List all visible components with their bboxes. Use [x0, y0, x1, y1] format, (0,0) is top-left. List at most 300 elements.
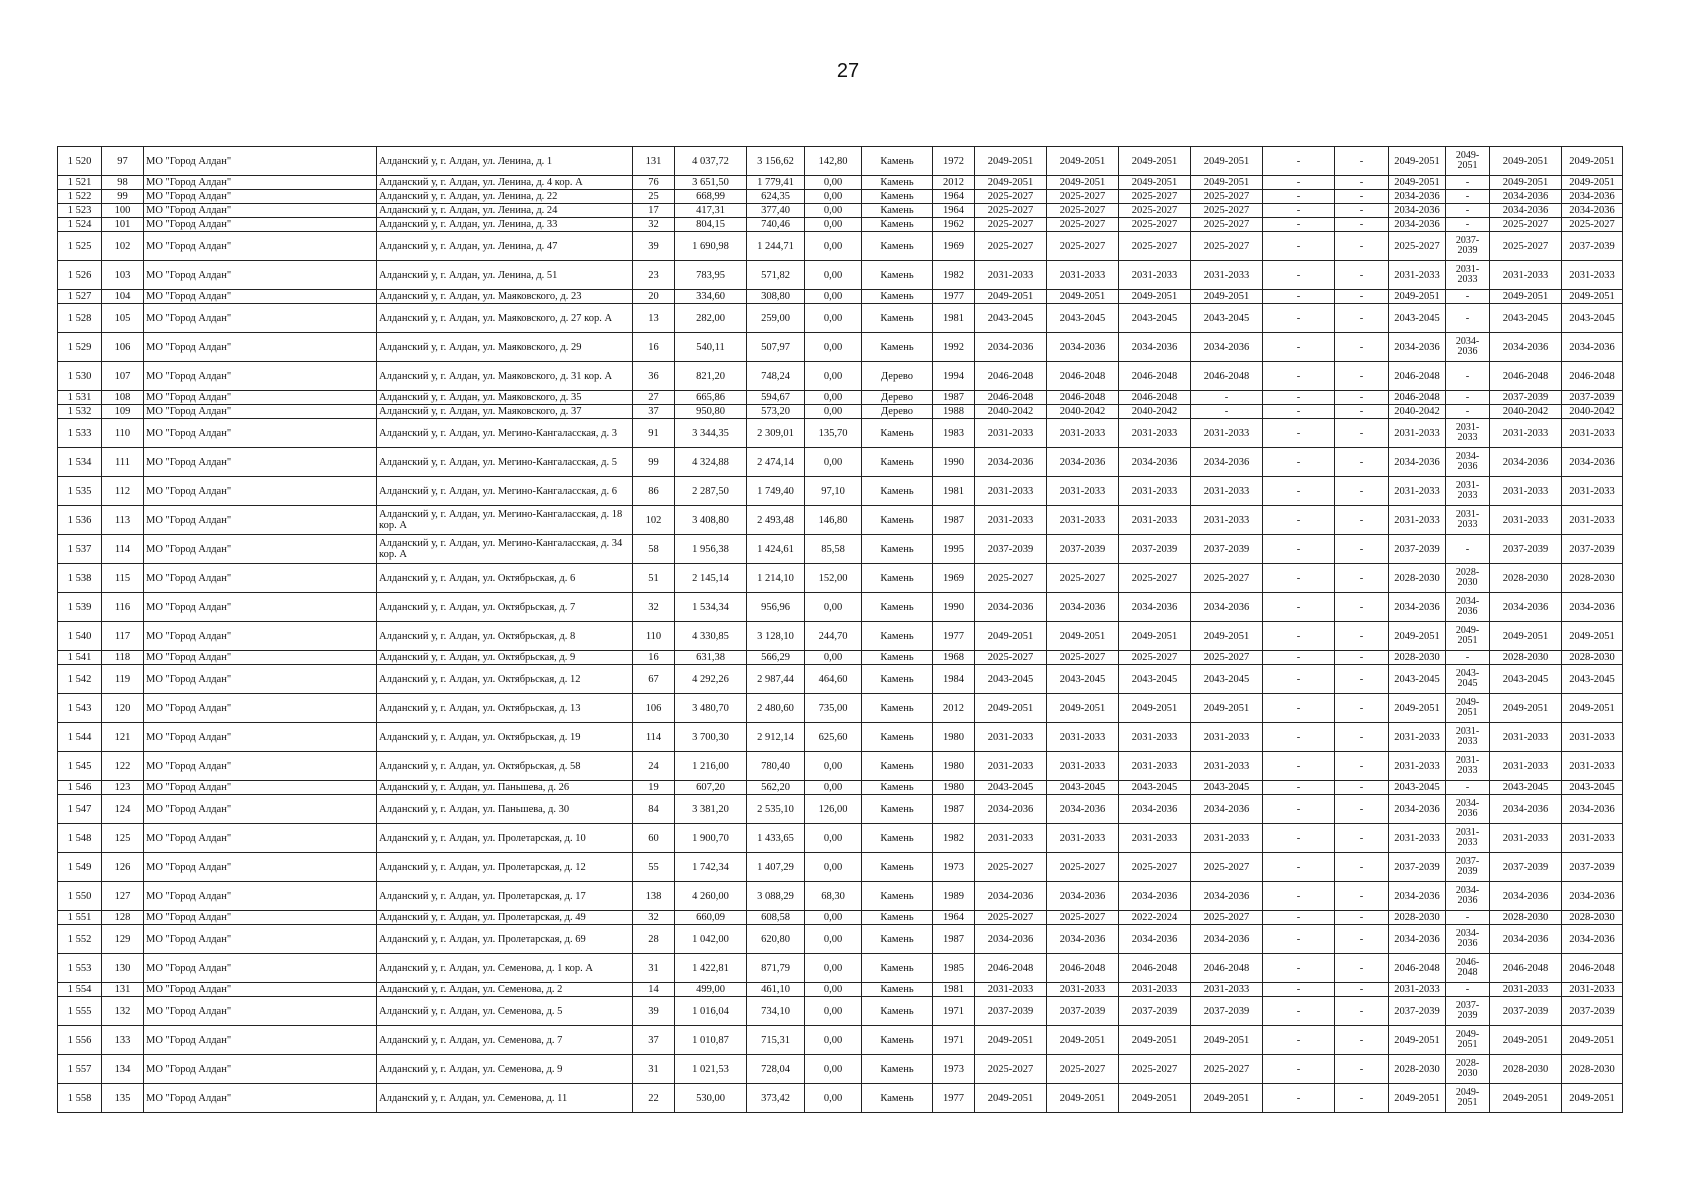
- row-number-cell: 1 531: [58, 391, 102, 405]
- residents-cell: 76: [633, 176, 675, 190]
- period-roof-cell: 2025-2027: [975, 853, 1047, 882]
- item-number-cell: 110: [102, 419, 144, 448]
- period-roof-cell: 2031-2033: [975, 477, 1047, 506]
- residential-area-cell: 1 779,41: [747, 176, 805, 190]
- period-electric-cell: 2037-2039: [1562, 232, 1623, 261]
- residential-area-cell: 3 088,29: [747, 882, 805, 911]
- period-elevator-cell: -: [1263, 752, 1335, 781]
- item-number-cell: 117: [102, 622, 144, 651]
- row-number-cell: 1 528: [58, 304, 102, 333]
- total-area-cell: 1 021,53: [675, 1055, 747, 1084]
- nonresidential-area-cell: 625,60: [805, 723, 862, 752]
- address-cell: Алданский у, г. Алдан, ул. Семенова, д. 11: [377, 1084, 633, 1113]
- wall-material-cell: Камень: [862, 261, 933, 290]
- nonresidential-area-cell: 0,00: [805, 261, 862, 290]
- address-cell: Алданский у, г. Алдан, ул. Октябрьская, д. 8: [377, 622, 633, 651]
- residential-area-cell: 259,00: [747, 304, 805, 333]
- table-row: [58, 204, 1623, 218]
- period-foundation-cell: 2043-2045: [1119, 304, 1191, 333]
- period-roof-cell: 2034-2036: [975, 925, 1047, 954]
- row-number-cell: 1 552: [58, 925, 102, 954]
- period-heating-cell: 2040-2042: [1389, 405, 1446, 419]
- nonresidential-area-cell: 0,00: [805, 853, 862, 882]
- address-cell: Алданский у, г. Алдан, ул. Паньшева, д. 26: [377, 781, 633, 795]
- period-heating-cell: 2043-2045: [1389, 304, 1446, 333]
- period-electric-cell: 2046-2048: [1562, 954, 1623, 983]
- period-electric-cell: 2031-2033: [1562, 723, 1623, 752]
- period-foundation-cell: 2031-2033: [1119, 723, 1191, 752]
- period-foundation-cell: 2034-2036: [1119, 593, 1191, 622]
- wall-material-cell: Дерево: [862, 362, 933, 391]
- period-facade-cell: 2046-2048: [1047, 362, 1119, 391]
- period-engineering-cell: 2049-2051: [1191, 290, 1263, 304]
- row-number-cell: 1 539: [58, 593, 102, 622]
- build-year-cell: 1990: [933, 593, 975, 622]
- period-elevator-cell: -: [1263, 824, 1335, 853]
- nonresidential-area-cell: 0,00: [805, 448, 862, 477]
- period-elevator-cell: -: [1263, 593, 1335, 622]
- address-cell: Алданский у, г. Алдан, ул. Семенова, д. 2: [377, 983, 633, 997]
- item-number-cell: 123: [102, 781, 144, 795]
- period-water-cell: 2034-2036: [1446, 882, 1490, 911]
- period-foundation-cell: 2034-2036: [1119, 882, 1191, 911]
- municipality-cell: МО "Город Алдан": [144, 752, 377, 781]
- period-elevator-cell: -: [1263, 853, 1335, 882]
- period-sewer-cell: 2046-2048: [1490, 362, 1562, 391]
- period-water-cell: -: [1446, 911, 1490, 925]
- item-number-cell: 132: [102, 997, 144, 1026]
- row-number-cell: 1 555: [58, 997, 102, 1026]
- item-number-cell: 131: [102, 983, 144, 997]
- build-year-cell: 1964: [933, 204, 975, 218]
- municipality-cell: МО "Город Алдан": [144, 622, 377, 651]
- residential-area-cell: 573,20: [747, 405, 805, 419]
- period-water-cell: -: [1446, 535, 1490, 564]
- period-water-cell: -: [1446, 204, 1490, 218]
- period-basement-cell: -: [1335, 176, 1389, 190]
- nonresidential-area-cell: 0,00: [805, 752, 862, 781]
- total-area-cell: 530,00: [675, 1084, 747, 1113]
- total-area-cell: 417,31: [675, 204, 747, 218]
- wall-material-cell: Камень: [862, 448, 933, 477]
- table-row: [58, 665, 1623, 694]
- wall-material-cell: Камень: [862, 665, 933, 694]
- table-row: [58, 147, 1623, 176]
- address-cell: Алданский у, г. Алдан, ул. Семенова, д. 9: [377, 1055, 633, 1084]
- total-area-cell: 1 016,04: [675, 997, 747, 1026]
- total-area-cell: 1 690,98: [675, 232, 747, 261]
- period-engineering-cell: 2043-2045: [1191, 665, 1263, 694]
- period-facade-cell: 2034-2036: [1047, 448, 1119, 477]
- period-water-cell: -: [1446, 983, 1490, 997]
- period-heating-cell: 2049-2051: [1389, 176, 1446, 190]
- period-engineering-cell: 2049-2051: [1191, 147, 1263, 176]
- row-number-cell: 1 554: [58, 983, 102, 997]
- residents-cell: 25: [633, 190, 675, 204]
- period-electric-cell: 2043-2045: [1562, 304, 1623, 333]
- period-facade-cell: 2037-2039: [1047, 535, 1119, 564]
- residential-area-cell: 373,42: [747, 1084, 805, 1113]
- period-facade-cell: 2046-2048: [1047, 954, 1119, 983]
- period-basement-cell: -: [1335, 405, 1389, 419]
- period-electric-cell: 2049-2051: [1562, 147, 1623, 176]
- municipality-cell: МО "Город Алдан": [144, 1026, 377, 1055]
- municipality-cell: МО "Город Алдан": [144, 954, 377, 983]
- total-area-cell: 3 344,35: [675, 419, 747, 448]
- period-foundation-cell: 2025-2027: [1119, 190, 1191, 204]
- period-foundation-cell: 2034-2036: [1119, 448, 1191, 477]
- wall-material-cell: Камень: [862, 824, 933, 853]
- build-year-cell: 1973: [933, 853, 975, 882]
- period-facade-cell: 2043-2045: [1047, 665, 1119, 694]
- period-engineering-cell: 2046-2048: [1191, 362, 1263, 391]
- address-cell: Алданский у, г. Алдан, ул. Мегино-Кангаласская, д. 18 кор. А: [377, 506, 633, 535]
- address-cell: Алданский у, г. Алдан, ул. Мегино-Кангаласская, д. 34 кор. А: [377, 535, 633, 564]
- period-basement-cell: -: [1335, 925, 1389, 954]
- period-basement-cell: -: [1335, 882, 1389, 911]
- period-electric-cell: 2037-2039: [1562, 997, 1623, 1026]
- wall-material-cell: Камень: [862, 997, 933, 1026]
- period-facade-cell: 2031-2033: [1047, 824, 1119, 853]
- table-row: [58, 304, 1623, 333]
- period-roof-cell: 2043-2045: [975, 781, 1047, 795]
- period-roof-cell: 2031-2033: [975, 506, 1047, 535]
- build-year-cell: 1984: [933, 665, 975, 694]
- period-engineering-cell: 2034-2036: [1191, 925, 1263, 954]
- period-electric-cell: 2037-2039: [1562, 535, 1623, 564]
- item-number-cell: 101: [102, 218, 144, 232]
- period-roof-cell: 2034-2036: [975, 795, 1047, 824]
- build-year-cell: 1985: [933, 954, 975, 983]
- build-year-cell: 1973: [933, 1055, 975, 1084]
- nonresidential-area-cell: 142,80: [805, 147, 862, 176]
- item-number-cell: 97: [102, 147, 144, 176]
- period-heating-cell: 2034-2036: [1389, 204, 1446, 218]
- period-water-cell: -: [1446, 405, 1490, 419]
- period-foundation-cell: 2049-2051: [1119, 1084, 1191, 1113]
- period-electric-cell: 2040-2042: [1562, 405, 1623, 419]
- period-electric-cell: 2031-2033: [1562, 752, 1623, 781]
- residential-area-cell: 624,35: [747, 190, 805, 204]
- period-foundation-cell: 2025-2027: [1119, 564, 1191, 593]
- period-engineering-cell: 2034-2036: [1191, 448, 1263, 477]
- table-row: [58, 477, 1623, 506]
- period-facade-cell: 2025-2027: [1047, 1055, 1119, 1084]
- table-row: [58, 593, 1623, 622]
- period-electric-cell: 2034-2036: [1562, 190, 1623, 204]
- item-number-cell: 114: [102, 535, 144, 564]
- row-number-cell: 1 541: [58, 651, 102, 665]
- wall-material-cell: Камень: [862, 622, 933, 651]
- table-row: [58, 651, 1623, 665]
- period-heating-cell: 2046-2048: [1389, 391, 1446, 405]
- item-number-cell: 108: [102, 391, 144, 405]
- build-year-cell: 1969: [933, 232, 975, 261]
- municipality-cell: МО "Город Алдан": [144, 362, 377, 391]
- period-heating-cell: 2028-2030: [1389, 564, 1446, 593]
- period-elevator-cell: -: [1263, 405, 1335, 419]
- table-row: [58, 419, 1623, 448]
- residential-area-cell: 608,58: [747, 911, 805, 925]
- wall-material-cell: Камень: [862, 882, 933, 911]
- period-facade-cell: 2049-2051: [1047, 1084, 1119, 1113]
- period-sewer-cell: 2031-2033: [1490, 506, 1562, 535]
- item-number-cell: 133: [102, 1026, 144, 1055]
- nonresidential-area-cell: 0,00: [805, 925, 862, 954]
- row-number-cell: 1 533: [58, 419, 102, 448]
- period-roof-cell: 2034-2036: [975, 448, 1047, 477]
- period-basement-cell: -: [1335, 333, 1389, 362]
- period-heating-cell: 2028-2030: [1389, 1055, 1446, 1084]
- period-foundation-cell: 2034-2036: [1119, 795, 1191, 824]
- municipality-cell: МО "Город Алдан": [144, 232, 377, 261]
- period-engineering-cell: 2031-2033: [1191, 477, 1263, 506]
- period-water-cell: 2034-2036: [1446, 925, 1490, 954]
- municipality-cell: МО "Город Алдан": [144, 795, 377, 824]
- period-heating-cell: 2049-2051: [1389, 290, 1446, 304]
- period-basement-cell: -: [1335, 391, 1389, 405]
- row-number-cell: 1 544: [58, 723, 102, 752]
- period-facade-cell: 2049-2051: [1047, 290, 1119, 304]
- nonresidential-area-cell: 0,00: [805, 362, 862, 391]
- period-engineering-cell: 2031-2033: [1191, 723, 1263, 752]
- residents-cell: 110: [633, 622, 675, 651]
- residents-cell: 14: [633, 983, 675, 997]
- residents-cell: 84: [633, 795, 675, 824]
- municipality-cell: МО "Город Алдан": [144, 391, 377, 405]
- period-roof-cell: 2037-2039: [975, 535, 1047, 564]
- period-electric-cell: 2031-2033: [1562, 419, 1623, 448]
- period-basement-cell: -: [1335, 752, 1389, 781]
- wall-material-cell: Камень: [862, 477, 933, 506]
- nonresidential-area-cell: 0,00: [805, 304, 862, 333]
- period-sewer-cell: 2037-2039: [1490, 997, 1562, 1026]
- item-number-cell: 106: [102, 333, 144, 362]
- period-sewer-cell: 2031-2033: [1490, 983, 1562, 997]
- table-row: [58, 535, 1623, 564]
- period-sewer-cell: 2037-2039: [1490, 853, 1562, 882]
- row-number-cell: 1 530: [58, 362, 102, 391]
- nonresidential-area-cell: 126,00: [805, 795, 862, 824]
- residents-cell: 58: [633, 535, 675, 564]
- build-year-cell: 1992: [933, 333, 975, 362]
- address-cell: Алданский у, г. Алдан, ул. Октябрьская, д. 12: [377, 665, 633, 694]
- period-water-cell: -: [1446, 176, 1490, 190]
- build-year-cell: 1981: [933, 983, 975, 997]
- period-water-cell: -: [1446, 218, 1490, 232]
- period-elevator-cell: -: [1263, 781, 1335, 795]
- row-number-cell: 1 545: [58, 752, 102, 781]
- period-foundation-cell: 2043-2045: [1119, 665, 1191, 694]
- period-engineering-cell: 2049-2051: [1191, 694, 1263, 723]
- period-elevator-cell: -: [1263, 665, 1335, 694]
- period-elevator-cell: -: [1263, 176, 1335, 190]
- nonresidential-area-cell: 0,00: [805, 954, 862, 983]
- period-foundation-cell: 2043-2045: [1119, 781, 1191, 795]
- period-facade-cell: 2025-2027: [1047, 911, 1119, 925]
- residential-area-cell: 871,79: [747, 954, 805, 983]
- period-elevator-cell: -: [1263, 391, 1335, 405]
- table-row: [58, 333, 1623, 362]
- total-area-cell: 4 260,00: [675, 882, 747, 911]
- period-foundation-cell: 2034-2036: [1119, 925, 1191, 954]
- total-area-cell: 821,20: [675, 362, 747, 391]
- address-cell: Алданский у, г. Алдан, ул. Маяковского, д. 23: [377, 290, 633, 304]
- build-year-cell: 1980: [933, 752, 975, 781]
- municipality-cell: МО "Город Алдан": [144, 723, 377, 752]
- period-foundation-cell: 2049-2051: [1119, 147, 1191, 176]
- wall-material-cell: Камень: [862, 506, 933, 535]
- total-area-cell: 334,60: [675, 290, 747, 304]
- residential-area-cell: 2 493,48: [747, 506, 805, 535]
- total-area-cell: 540,11: [675, 333, 747, 362]
- total-area-cell: 1 422,81: [675, 954, 747, 983]
- wall-material-cell: Камень: [862, 954, 933, 983]
- period-roof-cell: 2049-2051: [975, 1084, 1047, 1113]
- total-area-cell: 1 956,38: [675, 535, 747, 564]
- residents-cell: 24: [633, 752, 675, 781]
- period-sewer-cell: 2031-2033: [1490, 419, 1562, 448]
- period-foundation-cell: 2037-2039: [1119, 535, 1191, 564]
- period-roof-cell: 2031-2033: [975, 824, 1047, 853]
- period-heating-cell: 2034-2036: [1389, 882, 1446, 911]
- residents-cell: 23: [633, 261, 675, 290]
- item-number-cell: 104: [102, 290, 144, 304]
- municipality-cell: МО "Город Алдан": [144, 535, 377, 564]
- wall-material-cell: Камень: [862, 147, 933, 176]
- period-basement-cell: -: [1335, 665, 1389, 694]
- period-sewer-cell: 2031-2033: [1490, 752, 1562, 781]
- item-number-cell: 107: [102, 362, 144, 391]
- nonresidential-area-cell: 0,00: [805, 290, 862, 304]
- total-area-cell: 3 700,30: [675, 723, 747, 752]
- period-facade-cell: 2031-2033: [1047, 752, 1119, 781]
- period-elevator-cell: -: [1263, 147, 1335, 176]
- period-basement-cell: -: [1335, 304, 1389, 333]
- nonresidential-area-cell: 244,70: [805, 622, 862, 651]
- period-facade-cell: 2049-2051: [1047, 694, 1119, 723]
- period-elevator-cell: -: [1263, 290, 1335, 304]
- period-elevator-cell: -: [1263, 477, 1335, 506]
- page-number: 27: [836, 60, 860, 82]
- wall-material-cell: Камень: [862, 1055, 933, 1084]
- residential-area-cell: 715,31: [747, 1026, 805, 1055]
- period-electric-cell: 2031-2033: [1562, 477, 1623, 506]
- municipality-cell: МО "Город Алдан": [144, 997, 377, 1026]
- build-year-cell: 1987: [933, 506, 975, 535]
- period-electric-cell: 2034-2036: [1562, 795, 1623, 824]
- period-elevator-cell: -: [1263, 925, 1335, 954]
- row-number-cell: 1 546: [58, 781, 102, 795]
- period-basement-cell: -: [1335, 954, 1389, 983]
- period-sewer-cell: 2028-2030: [1490, 564, 1562, 593]
- row-number-cell: 1 521: [58, 176, 102, 190]
- table-row: [58, 362, 1623, 391]
- table-row: [58, 824, 1623, 853]
- period-sewer-cell: 2028-2030: [1490, 1055, 1562, 1084]
- period-sewer-cell: 2028-2030: [1490, 651, 1562, 665]
- period-elevator-cell: -: [1263, 190, 1335, 204]
- row-number-cell: 1 556: [58, 1026, 102, 1055]
- period-sewer-cell: 2049-2051: [1490, 1026, 1562, 1055]
- total-area-cell: 2 287,50: [675, 477, 747, 506]
- table-row: [58, 795, 1623, 824]
- residential-area-cell: 748,24: [747, 362, 805, 391]
- nonresidential-area-cell: 0,00: [805, 824, 862, 853]
- period-sewer-cell: 2037-2039: [1490, 391, 1562, 405]
- residents-cell: 37: [633, 405, 675, 419]
- wall-material-cell: Дерево: [862, 405, 933, 419]
- period-water-cell: 2034-2036: [1446, 333, 1490, 362]
- period-elevator-cell: -: [1263, 204, 1335, 218]
- item-number-cell: 113: [102, 506, 144, 535]
- residents-cell: 13: [633, 304, 675, 333]
- residents-cell: 67: [633, 665, 675, 694]
- residents-cell: 51: [633, 564, 675, 593]
- period-water-cell: 2031-2033: [1446, 261, 1490, 290]
- residential-area-cell: 308,80: [747, 290, 805, 304]
- period-electric-cell: 2031-2033: [1562, 824, 1623, 853]
- address-cell: Алданский у, г. Алдан, ул. Мегино-Кангаласская, д. 3: [377, 419, 633, 448]
- period-foundation-cell: 2040-2042: [1119, 405, 1191, 419]
- residential-area-cell: 1 214,10: [747, 564, 805, 593]
- table-row: [58, 218, 1623, 232]
- period-basement-cell: -: [1335, 564, 1389, 593]
- period-foundation-cell: 2049-2051: [1119, 694, 1191, 723]
- period-water-cell: 2031-2033: [1446, 752, 1490, 781]
- period-heating-cell: 2046-2048: [1389, 954, 1446, 983]
- nonresidential-area-cell: 0,00: [805, 333, 862, 362]
- address-cell: Алданский у, г. Алдан, ул. Пролетарская, д. 10: [377, 824, 633, 853]
- residential-area-cell: 1 407,29: [747, 853, 805, 882]
- period-elevator-cell: -: [1263, 218, 1335, 232]
- period-heating-cell: 2046-2048: [1389, 362, 1446, 391]
- nonresidential-area-cell: 97,10: [805, 477, 862, 506]
- residents-cell: 22: [633, 1084, 675, 1113]
- item-number-cell: 120: [102, 694, 144, 723]
- item-number-cell: 116: [102, 593, 144, 622]
- address-cell: Алданский у, г. Алдан, ул. Октябрьская, д. 6: [377, 564, 633, 593]
- wall-material-cell: Камень: [862, 983, 933, 997]
- residential-area-cell: 740,46: [747, 218, 805, 232]
- residents-cell: 16: [633, 651, 675, 665]
- period-water-cell: 2037-2039: [1446, 232, 1490, 261]
- table-row: [58, 232, 1623, 261]
- address-cell: Алданский у, г. Алдан, ул. Ленина, д. 22: [377, 190, 633, 204]
- period-foundation-cell: 2049-2051: [1119, 290, 1191, 304]
- period-basement-cell: -: [1335, 232, 1389, 261]
- total-area-cell: 1 010,87: [675, 1026, 747, 1055]
- period-facade-cell: 2031-2033: [1047, 983, 1119, 997]
- total-area-cell: 1 216,00: [675, 752, 747, 781]
- period-engineering-cell: 2031-2033: [1191, 983, 1263, 997]
- period-sewer-cell: 2049-2051: [1490, 290, 1562, 304]
- period-engineering-cell: 2049-2051: [1191, 1026, 1263, 1055]
- period-sewer-cell: 2031-2033: [1490, 261, 1562, 290]
- period-engineering-cell: 2031-2033: [1191, 419, 1263, 448]
- row-number-cell: 1 548: [58, 824, 102, 853]
- total-area-cell: 1 900,70: [675, 824, 747, 853]
- period-heating-cell: 2031-2033: [1389, 824, 1446, 853]
- period-basement-cell: -: [1335, 694, 1389, 723]
- nonresidential-area-cell: 0,00: [805, 232, 862, 261]
- period-roof-cell: 2046-2048: [975, 391, 1047, 405]
- total-area-cell: 804,15: [675, 218, 747, 232]
- municipality-cell: МО "Город Алдан": [144, 824, 377, 853]
- period-sewer-cell: 2034-2036: [1490, 795, 1562, 824]
- period-elevator-cell: -: [1263, 694, 1335, 723]
- total-area-cell: 3 381,20: [675, 795, 747, 824]
